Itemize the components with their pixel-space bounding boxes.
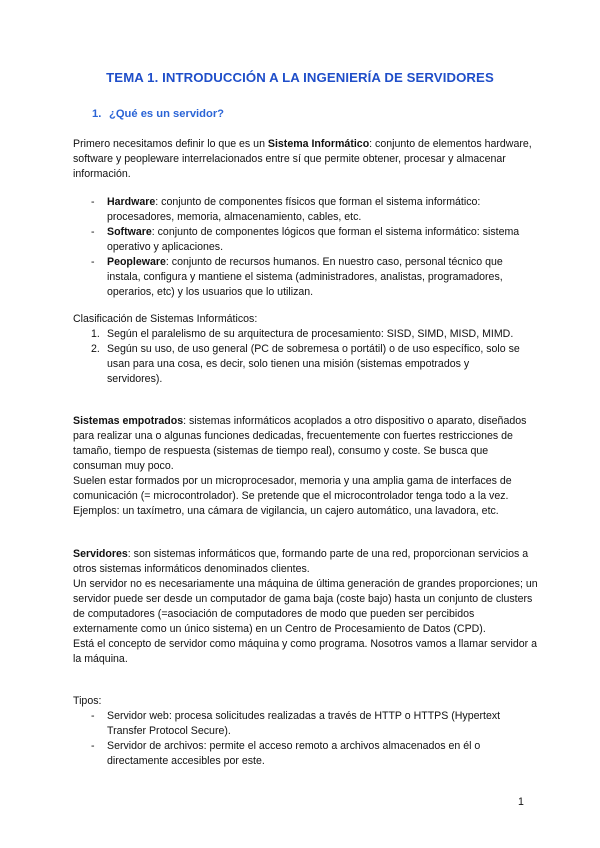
list-item <box>0 327 527 342</box>
list-item-term: Hardware <box>107 196 156 208</box>
list-item-text: : conjunto de recursos humanos. En nuestro caso, personal técnico que instala, configura y mantiene el sistema (administradores, analistas, programadores, operarios, etc) y los usuarios que lo utilizan. <box>107 256 503 298</box>
list-marker: 2. <box>91 343 100 355</box>
list-marker: - <box>91 740 95 752</box>
embedded-text1: : sistemas informáticos acoplados a otro dispositivo o aparato, diseñados para realizar una o algunas funciones dedicadas, frecuentemente con fuertes restricciones de tamaño, tiempo de respuesta (sistemas de tiempo real), consumo y coste. Se busca que consuman muy poco. <box>73 415 527 472</box>
list-marker: 1. <box>91 328 100 340</box>
page-number: 1 <box>518 796 524 808</box>
embedded-text3: Ejemplos: un taxímetro, una cámara de vigilancia, un cajero automático, una lavadora, etc. <box>73 505 499 517</box>
embedded-text2: Suelen estar formados por un microprocesador, memoria y una amplia gama de interfaces de comunicación (= microcontrolador). Se pretende que el microcontrolador tenga todo a la vez. <box>73 475 512 502</box>
list-item-text: : conjunto de componentes físicos que forman el sistema informático: procesadores, memoria, almacenamiento, cables, etc. <box>107 196 481 223</box>
list-item-text: Servidor web: procesa solicitudes realizadas a través de HTTP o HTTPS (Hypertext Transfer Protocol Secure). <box>107 710 501 737</box>
servers-text3: Está el concepto de servidor como máquina y como programa. Nosotros vamos a llamar servidor a la máquina. <box>73 638 537 665</box>
intro-pre: Primero necesitamos definir lo que es un <box>73 138 268 150</box>
list-marker: - <box>91 710 95 722</box>
types-heading: Tipos: <box>73 695 102 707</box>
types-list <box>0 709 527 769</box>
list-item-text: : conjunto de componentes lógicos que forman el sistema informático: sistema operativo y aplicaciones. <box>107 226 520 253</box>
embedded-term: Sistemas empotrados <box>73 415 184 427</box>
servers-term: Servidores <box>73 548 128 560</box>
intro-post: : conjunto de elementos hardware, software y peopleware interrelacionados entre sí que permite obtener, procesar y almacenar información. <box>73 138 532 180</box>
list-item <box>0 225 527 255</box>
section-number: 1. <box>92 108 102 120</box>
list-marker: - <box>91 196 95 208</box>
list-item <box>0 709 527 739</box>
embedded-paragraph <box>73 414 538 519</box>
list-item <box>0 739 527 769</box>
list-item-text: Según su uso, de uso general (PC de sobremesa o portátil) o de uso específico, solo se usan para una cosa, es decir, solo tienen una misión (sistemas empotrados y servidores). <box>107 343 520 385</box>
list-item-text: Según el paralelismo de su arquitectura de procesamiento: SISD, SIMD, MISD, MIMD. <box>107 328 514 340</box>
intro-term: Sistema Informático <box>267 138 370 150</box>
list-item <box>0 195 527 225</box>
document-title: TEMA 1. INTRODUCCIÓN A LA INGENIERÍA DE SERVIDORES <box>106 70 494 85</box>
list-marker: - <box>91 226 95 238</box>
list-item <box>0 342 527 387</box>
list-item-term: Peopleware <box>107 256 166 268</box>
servers-text1: : son sistemas informáticos que, formando parte de una red, proporcionan servicios a otros sistemas informáticos denominados clientes. <box>73 548 529 575</box>
intro-paragraph <box>73 137 538 182</box>
section-heading <box>92 108 224 120</box>
classification-heading: Clasificación de Sistemas Informáticos: <box>73 313 258 325</box>
list-item-text: Servidor de archivos: permite el acceso remoto a archivos almacenados en él o directamente accesibles por este. <box>107 740 481 767</box>
list-item-term: Software <box>107 226 152 238</box>
list-marker: - <box>91 256 95 268</box>
servers-paragraph <box>73 547 538 667</box>
list-item <box>0 255 527 300</box>
classification-list <box>0 327 527 387</box>
section-label: ¿Qué es un servidor? <box>109 108 225 120</box>
components-list <box>0 195 527 300</box>
servers-text2: Un servidor no es necesariamente una máquina de última generación de grandes proporciones; un servidor puede ser desde un computador de gama baja (coste bajo) hasta un conjunto de clusters de computadores (=asociación de computadores de modo que pueden ser percibidos externamente como un único sistema) en un Centro de Procesamiento de Datos (CPD). <box>73 578 538 635</box>
